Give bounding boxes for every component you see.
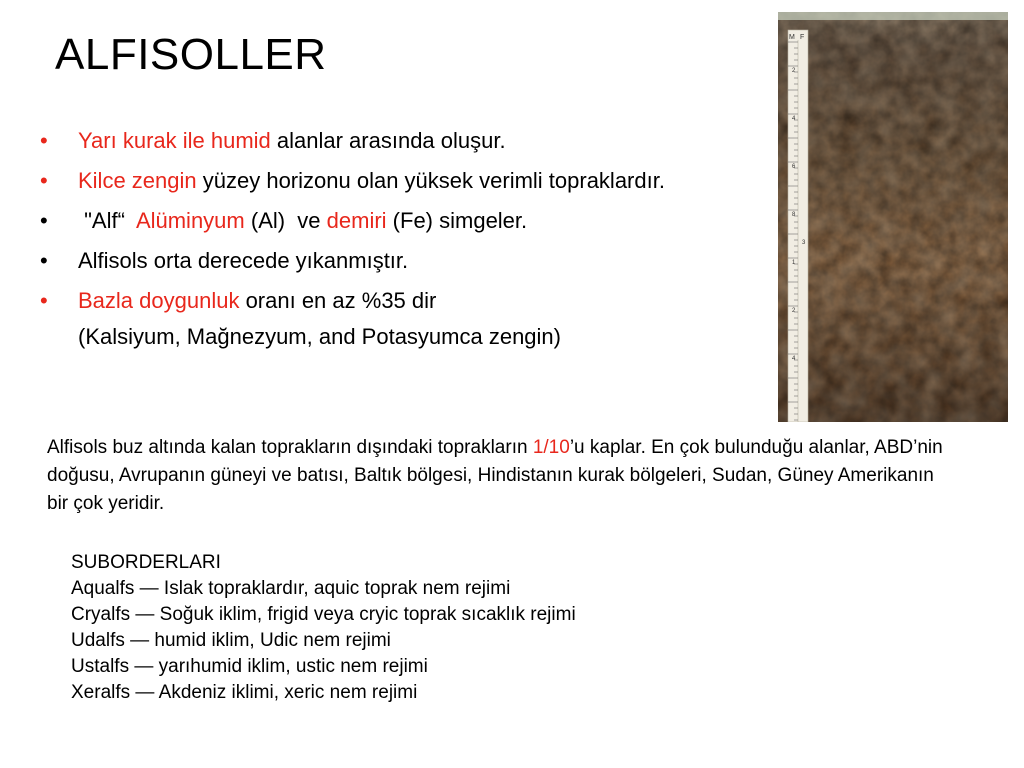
tape-label: 3 — [802, 240, 806, 246]
bullet-text: yüzey horizonu olan yüksek verimli topraklardır. — [196, 168, 665, 193]
bullet-marker: • — [40, 208, 48, 233]
slide-title: ALFISOLLER — [55, 30, 327, 79]
bullet-item — [40, 166, 740, 196]
tape-label: 1 — [792, 260, 796, 266]
bullet-text: (Fe) simgeler. — [386, 208, 528, 233]
bullet-highlight: Bazla doygunluk — [78, 288, 240, 313]
bullet-marker: • — [40, 248, 48, 273]
tape-label: 2 — [792, 308, 796, 314]
tape-header-f: F — [800, 34, 805, 41]
surface-vegetation — [778, 12, 1008, 20]
tape-label: 4 — [792, 356, 796, 362]
bullet-highlight: Yarı kurak ile humid — [78, 128, 271, 153]
suborder-item: Xeralfs — Akdeniz iklimi, xeric nem rejimi — [71, 682, 418, 703]
paragraph-highlight: 1/10 — [532, 437, 570, 458]
tape-header-m: M — [789, 34, 795, 41]
bullet-marker: • — [40, 128, 48, 153]
bullet-item — [40, 286, 740, 316]
summary-paragraph — [47, 434, 947, 518]
soil-profile-image — [778, 12, 1008, 422]
suborders-heading: SUBORDERLARI — [71, 552, 221, 573]
suborders-list — [71, 550, 576, 706]
suborder-item: Cryalfs — Soğuk iklim, frigid veya cryic toprak sıcaklık rejimi — [71, 604, 576, 625]
suborder-item: Ustalfs — yarıhumid iklim, ustic nem rejimi — [71, 656, 428, 677]
soil-profile-photo — [778, 12, 1008, 422]
suborder-item: Aqualfs — Islak topraklardır, aquic toprak nem rejimi — [71, 578, 511, 599]
bullet-marker: • — [40, 168, 48, 193]
bullet-text: "Alf“ — [78, 208, 136, 233]
bullet-marker: • — [40, 288, 48, 313]
tape-label: 6 — [792, 164, 796, 170]
soil-highlights — [778, 12, 1008, 422]
paragraph-text: Alfisols buz altında kalan toprakların dışındaki toprakların — [47, 437, 533, 458]
tape-label: 8 — [792, 212, 796, 218]
paragraph-text: ’u kaplar. En çok bulunduğu alanlar, ABD’nin doğusu, Avrupanın güneyi ve batısı, Baltık bölgesi, Hindistanın kurak bölgeleri, Sudan, Güney Amerikanın bir çok yeridir. — [47, 437, 943, 514]
tape-label: 4 — [792, 116, 796, 122]
bullet-highlight: demiri — [326, 208, 387, 233]
bullet-continuation: (Kalsiyum, Mağnezyum, and Potasyumca zengin) — [78, 324, 561, 349]
bullet-text: alanlar arasında oluşur. — [270, 128, 506, 153]
tape-label: 2 — [792, 68, 796, 74]
bullet-text: (Al) ve — [244, 208, 327, 233]
bullet-list — [40, 126, 740, 362]
bullet-item — [40, 246, 740, 276]
suborder-item: Udalfs — humid iklim, Udic nem rejimi — [71, 630, 391, 651]
measuring-tape — [788, 30, 808, 422]
bullet-highlight: Alüminyum — [135, 208, 245, 233]
bullet-highlight: Kilce zengin — [78, 168, 197, 193]
bullet-text: oranı en az %35 dir — [239, 288, 437, 313]
bullet-text: Alfisols orta derecede yıkanmıştır. — [78, 248, 409, 273]
bullet-item — [40, 206, 740, 236]
bullet-item — [40, 126, 740, 156]
